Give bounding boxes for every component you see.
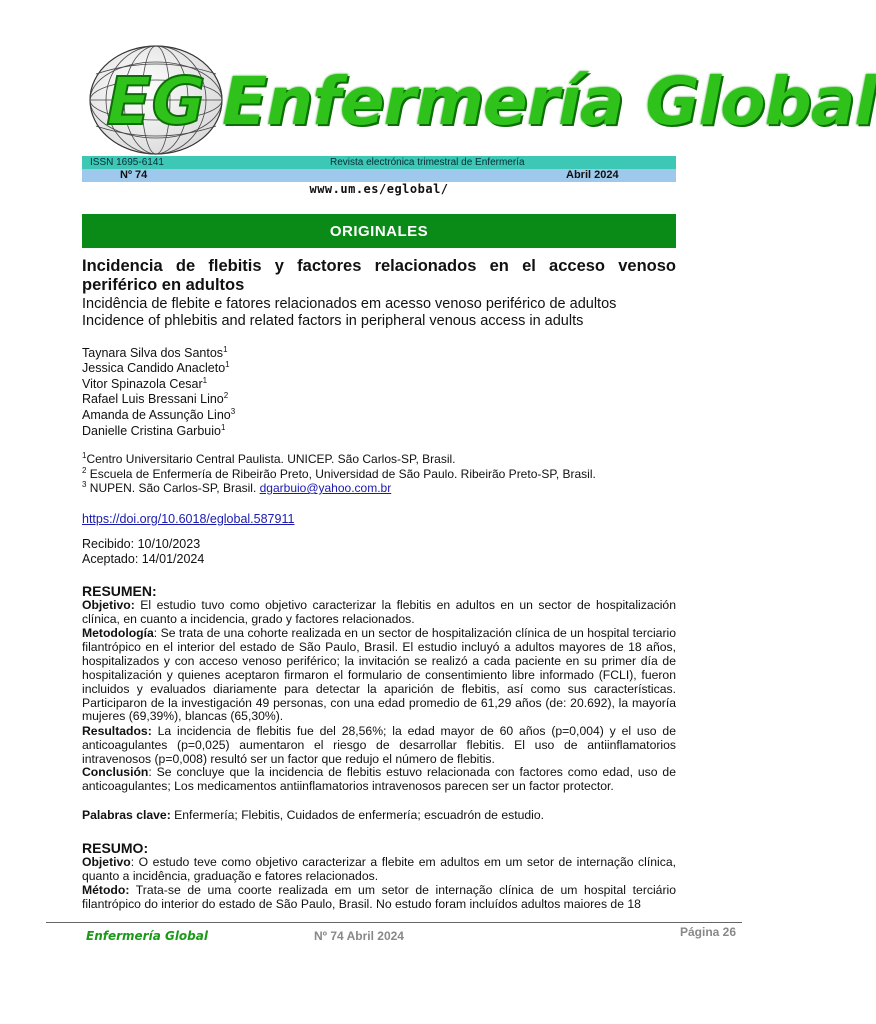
accepted-date: Aceptado: 14/01/2024 [82, 552, 205, 566]
author-3: Vitor Spinazola Cesar$^1$ [82, 375, 208, 391]
resumen-objetivo: Objetivo: El estudio tuvo como objetivo caracterizar la flebitis en adultos en un sector de hospitalización clínica, en cuanto a incidencia, grado y factores relacionados. [82, 598, 676, 626]
resumen-heading: RESUMEN: [82, 583, 157, 599]
affiliation-2: $^2$ Escuela de Enfermería de Ribeirão Preto, Universidad de São Paulo. Ribeirão Preto-SP, Brasil. [82, 466, 596, 481]
doi-link[interactable]: https://doi.org/10.6018/eglobal.587911 [82, 512, 295, 526]
logo-eg-text: EG [106, 63, 206, 140]
author-6: Danielle Cristina Garbuio$^1$ [82, 422, 226, 438]
article-title-pt: Incidência de flebite e fatores relacionados em acesso venoso periférico de adultos [82, 296, 617, 312]
author-2: Jessica Candido Anacleto$^1$ [82, 359, 230, 375]
resumo-metodo: Método: Trata-se de uma coorte realizada em um setor de internação clínica de um hospital terciário filantrópico do interior do estado de São Paulo, Brasil. No estudo foram incluídos adultos maiores de 18 [82, 883, 676, 911]
footer-issue: Nº 74 Abril 2024 [314, 929, 404, 943]
contact-email-link[interactable]: dgarbuio@yahoo.com.br [259, 481, 392, 495]
author-5: Amanda de Assunção Lino$^3$ [82, 406, 236, 422]
affiliation-3: $^3$ NUPEN. São Carlos-SP, Brasil. dgarbuio@yahoo.com.br [82, 480, 392, 495]
received-date: Recibido: 10/10/2023 [82, 537, 201, 551]
issue-date: Abril 2024 [566, 169, 619, 181]
masthead-band-top [82, 156, 676, 169]
article-title-en: Incidence of phlebitis and related factors in peripheral venous access in adults [82, 313, 584, 329]
section-banner [82, 214, 676, 248]
journal-website: www.um.es/eglobal/ [309, 182, 449, 196]
journal-logo-globe [86, 44, 226, 156]
masthead-band-bottom [82, 169, 676, 182]
resumo-objetivo: Objetivo: O estudo teve como objetivo caracterizar a flebite em adultos em um setor de internação clínica, quanto a incidência, graduação e fatores relacionados. [82, 855, 676, 883]
section-label: ORIGINALES [329, 222, 429, 240]
resumen-conclusion: Conclusión: Se concluye que la incidencia de flebitis estuvo relacionada con factores como edad, uso de anticoagulantes; Los medicamentos antiinflamatorios intravenosos parecen ser un factor protector. [82, 765, 676, 793]
journal-title: Enfermería Global [222, 63, 876, 140]
author-4: Rafael Luis Bressani Lino$^2$ [82, 390, 229, 406]
affiliation-1: $^1$Centro Universitario Central Paulista. UNICEP. São Carlos-SP, Brasil. [82, 451, 456, 466]
footer-divider [46, 922, 742, 923]
article-title-es: Incidencia de flebitis y factores relacionados en el acceso venoso periférico en adultos [82, 257, 676, 294]
author-1: Taynara Silva dos Santos$^1$ [82, 344, 228, 360]
issue-number: Nº 74 [120, 169, 148, 181]
resumo-heading: RESUMO: [82, 840, 149, 856]
footer-page-number: Página 26 [680, 925, 737, 939]
tagline-text: Revista electrónica trimestral de Enfermería [330, 157, 525, 168]
resumen-metodologia: Metodología: Se trata de una cohorte realizada en un sector de hospitalización clínica de un hospital terciario filantrópico en el interior del estado de São Paulo, Brasil. El estudio incluyó a adultos mayores de 18 años, hospitalizados y con acceso venoso periférico; la invitación se realizó a cada paciente en su primer día de hospitalización y quienes aceptaron firmaron el formulario de consentimiento libre informado (FCLI), fueron incluidos y evaluados diariamente para detectar la aparición de flebitis, así como sus características. Participaron de la investigación 49 personas, con una edad promedio de 61,29 años (de: 20.692), la mayoría mujeres (69,39%), blancas (65,30%). [82, 626, 676, 724]
footer-journal-name: Enfermería Global [86, 929, 208, 943]
resumen-resultados: Resultados: La incidencia de flebitis fue del 28,56%; la edad mayor de 60 años (p=0,004) y el uso de anticoagulantes (p=0,025) aumentaron el riesgo de desarrollar flebitis. El uso de antiinflamatorios intravenosos (p=0,008) resultó ser un factor que redujo el número de flebitis. [82, 724, 676, 766]
issn-text: ISSN 1695-6141 [90, 157, 164, 168]
resumen-keywords: Palabras clave: Enfermería; Flebitis, Cuidados de enfermería; escuadrón de estudio. [82, 808, 545, 822]
